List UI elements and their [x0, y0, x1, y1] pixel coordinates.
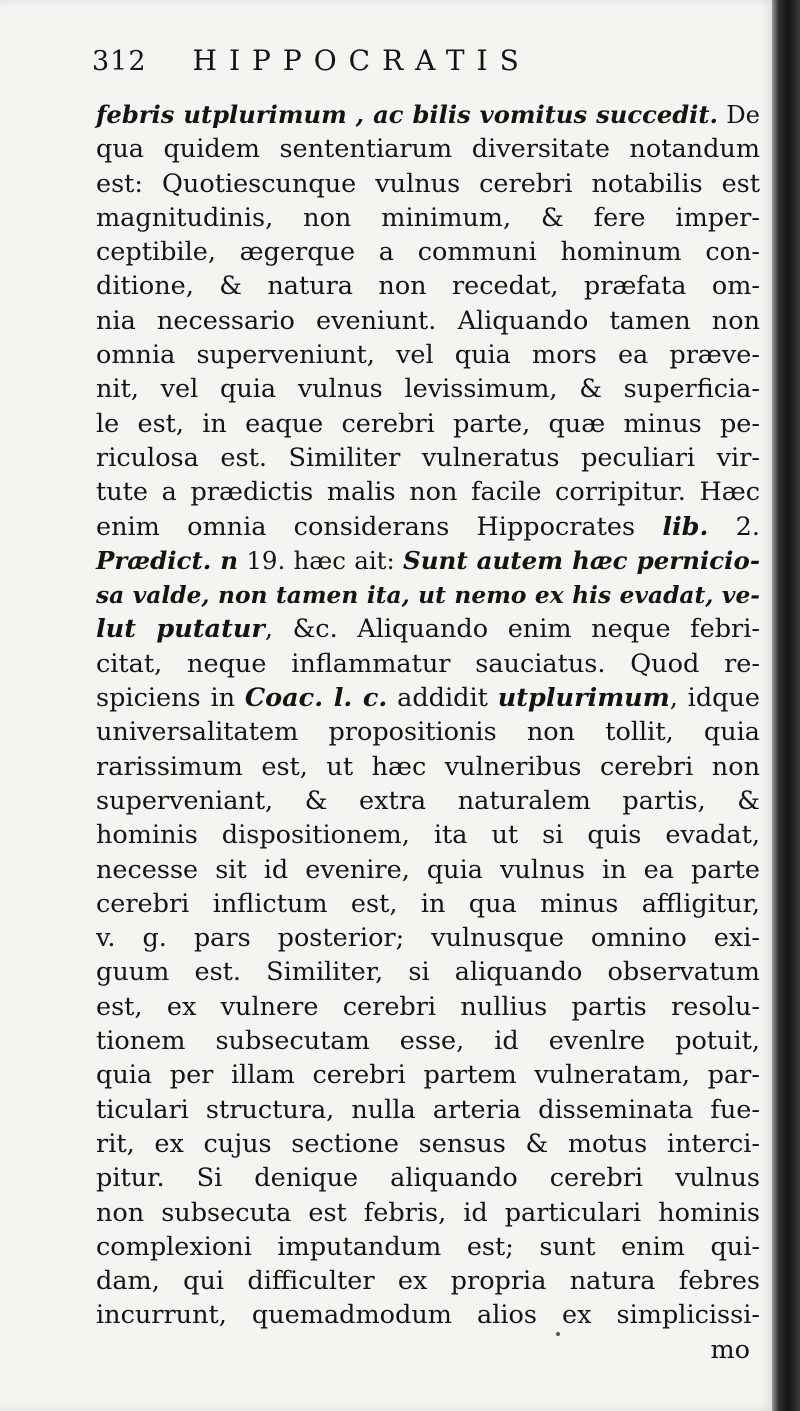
- running-head: HIPPOCRATIS: [192, 44, 531, 77]
- text-segment: tionem subsecutam esse, id evenlre potuit,: [96, 1026, 760, 1057]
- text-line: [96, 1298, 760, 1332]
- text-line: [96, 1264, 760, 1298]
- text-line: [96, 887, 760, 921]
- text-segment: citat, neque inflammatur sauciatus. Quod re-: [96, 648, 760, 679]
- text-line: [96, 1196, 760, 1230]
- text-segment: superveniant, & extra naturalem partis, &: [96, 785, 760, 816]
- text-segment: dam, qui difficulter ex propria natura febres: [96, 1266, 760, 1297]
- text-segment: necesse sit id evenire, quia vulnus in ea parte: [96, 854, 760, 885]
- text-segment: incurrunt, quemadmodum alios ex simplicissi-: [96, 1300, 760, 1331]
- text-line: [96, 167, 760, 201]
- text-segment: nia necessario eveniunt. Aliquando tamen non: [96, 305, 760, 336]
- text-segment: le est, in eaque cerebri parte, quæ minus pe-: [96, 408, 760, 439]
- text-line: [96, 681, 760, 715]
- text-line: [96, 269, 760, 303]
- italic-segment: lib.: [662, 511, 709, 542]
- text-line: [96, 818, 760, 852]
- text-line: [96, 578, 760, 612]
- italic-segment: utplurimum: [497, 683, 670, 714]
- italic-segment: sa valde, non tamen ita, ut nemo ex his evadat, ve-: [96, 581, 760, 610]
- text-segment: De: [718, 101, 760, 129]
- text-segment: nit, vel quia vulnus levissimum, & superficia-: [96, 374, 760, 405]
- text-segment: addidit: [387, 683, 498, 714]
- text-segment: rit, ex cujus sectione sensus & motus interci-: [96, 1128, 760, 1159]
- text-line: [96, 990, 760, 1024]
- text-segment: magnitudinis, non minimum, & fere imper-: [96, 202, 760, 233]
- text-line: [96, 1230, 760, 1264]
- text-line: [96, 1024, 760, 1058]
- text-segment: 19. hæc ait:: [238, 545, 404, 575]
- text-line: [96, 1093, 760, 1127]
- text-line: [96, 98, 760, 132]
- text-line: [96, 201, 760, 235]
- text-line: [96, 715, 760, 749]
- text-segment: ceptibile, ægerque a communi hominum con-: [96, 237, 760, 268]
- page-header: [92, 44, 612, 88]
- text-segment: pitur. Si denique aliquando cerebri vulnus: [96, 1163, 760, 1194]
- text-line: [96, 475, 760, 509]
- text-line: [96, 235, 760, 269]
- text-segment: universalitatem propositionis non tollit, quia: [96, 717, 760, 748]
- text-segment: non subsecuta est febris, id particulari hominis: [96, 1197, 760, 1228]
- text-segment: rarissimum est, ut hæc vulneribus cerebri non: [96, 751, 760, 782]
- text-line: [96, 853, 760, 887]
- italic-segment: lut putatur: [96, 614, 265, 645]
- text-line: [96, 921, 760, 955]
- body-text: [96, 98, 760, 1367]
- text-line: [96, 338, 760, 372]
- text-segment: guum est. Similiter, si aliquando observatum: [96, 957, 760, 988]
- text-line: [96, 1161, 760, 1195]
- italic-segment: Prædict. n: [96, 545, 239, 575]
- text-segment: v. g. pars posterior; vulnusque omnino exi-: [96, 923, 760, 954]
- text-segment: cerebri inflictum est, in qua minus affligitur,: [96, 888, 760, 919]
- text-segment: est, ex vulnere cerebri nullius partis resolu-: [96, 991, 760, 1022]
- page-number: 312: [92, 46, 147, 77]
- text-line: [96, 1058, 760, 1092]
- text-line: [96, 510, 760, 544]
- text-segment: hominis dispositionem, ita ut si quis evadat,: [96, 820, 760, 851]
- italic-segment: Sunt autem hæc pernicio-: [403, 545, 760, 575]
- text-segment: ditione, & natura non recedat, præfata om-: [96, 271, 760, 302]
- italic-segment: Coac. l. c.: [244, 683, 388, 714]
- catchword: mo: [710, 1334, 750, 1365]
- text-segment: tute a prædictis malis non facile corripitur. Hæc: [96, 477, 760, 508]
- text-segment: riculosa est. Similiter vulneratus peculiari vir-: [96, 442, 760, 473]
- text-line: [96, 647, 760, 681]
- text-segment: complexioni imputandum est; sunt enim qui-: [96, 1231, 760, 1262]
- text-segment: , &c. Aliquando enim neque febri-: [264, 614, 760, 645]
- text-segment: , idque: [669, 683, 760, 714]
- text-line: [96, 441, 760, 475]
- text-segment: qua quidem sententiarum diversitate notandum: [96, 134, 760, 165]
- text-segment: quia per illam cerebri partem vulneratam, par-: [96, 1060, 760, 1091]
- text-segment: 2.: [708, 511, 760, 542]
- text-line: [96, 407, 760, 441]
- text-segment: enim omnia considerans Hippocrates: [96, 511, 663, 542]
- italic-segment: febris utplurimum , ac bilis vomitus succedit.: [96, 100, 718, 129]
- text-segment: spiciens in: [96, 683, 245, 714]
- text-line: [96, 132, 760, 166]
- text-line: [96, 612, 760, 646]
- text-segment: omnia superveniunt, vel quia mors ea præve-: [96, 340, 760, 371]
- book-spine-shadow: [772, 0, 800, 1411]
- text-line: [96, 955, 760, 989]
- text-line: [96, 1127, 760, 1161]
- text-segment: est: Quotiescunque vulnus cerebri notabilis est: [96, 168, 760, 199]
- text-line: [96, 784, 760, 818]
- text-line: [96, 750, 760, 784]
- paper-speck: [556, 1332, 560, 1336]
- text-line: [96, 372, 760, 406]
- text-segment: ticulari structura, nulla arteria disseminata fue-: [96, 1094, 760, 1125]
- text-line: [96, 304, 760, 338]
- text-line: [96, 544, 760, 578]
